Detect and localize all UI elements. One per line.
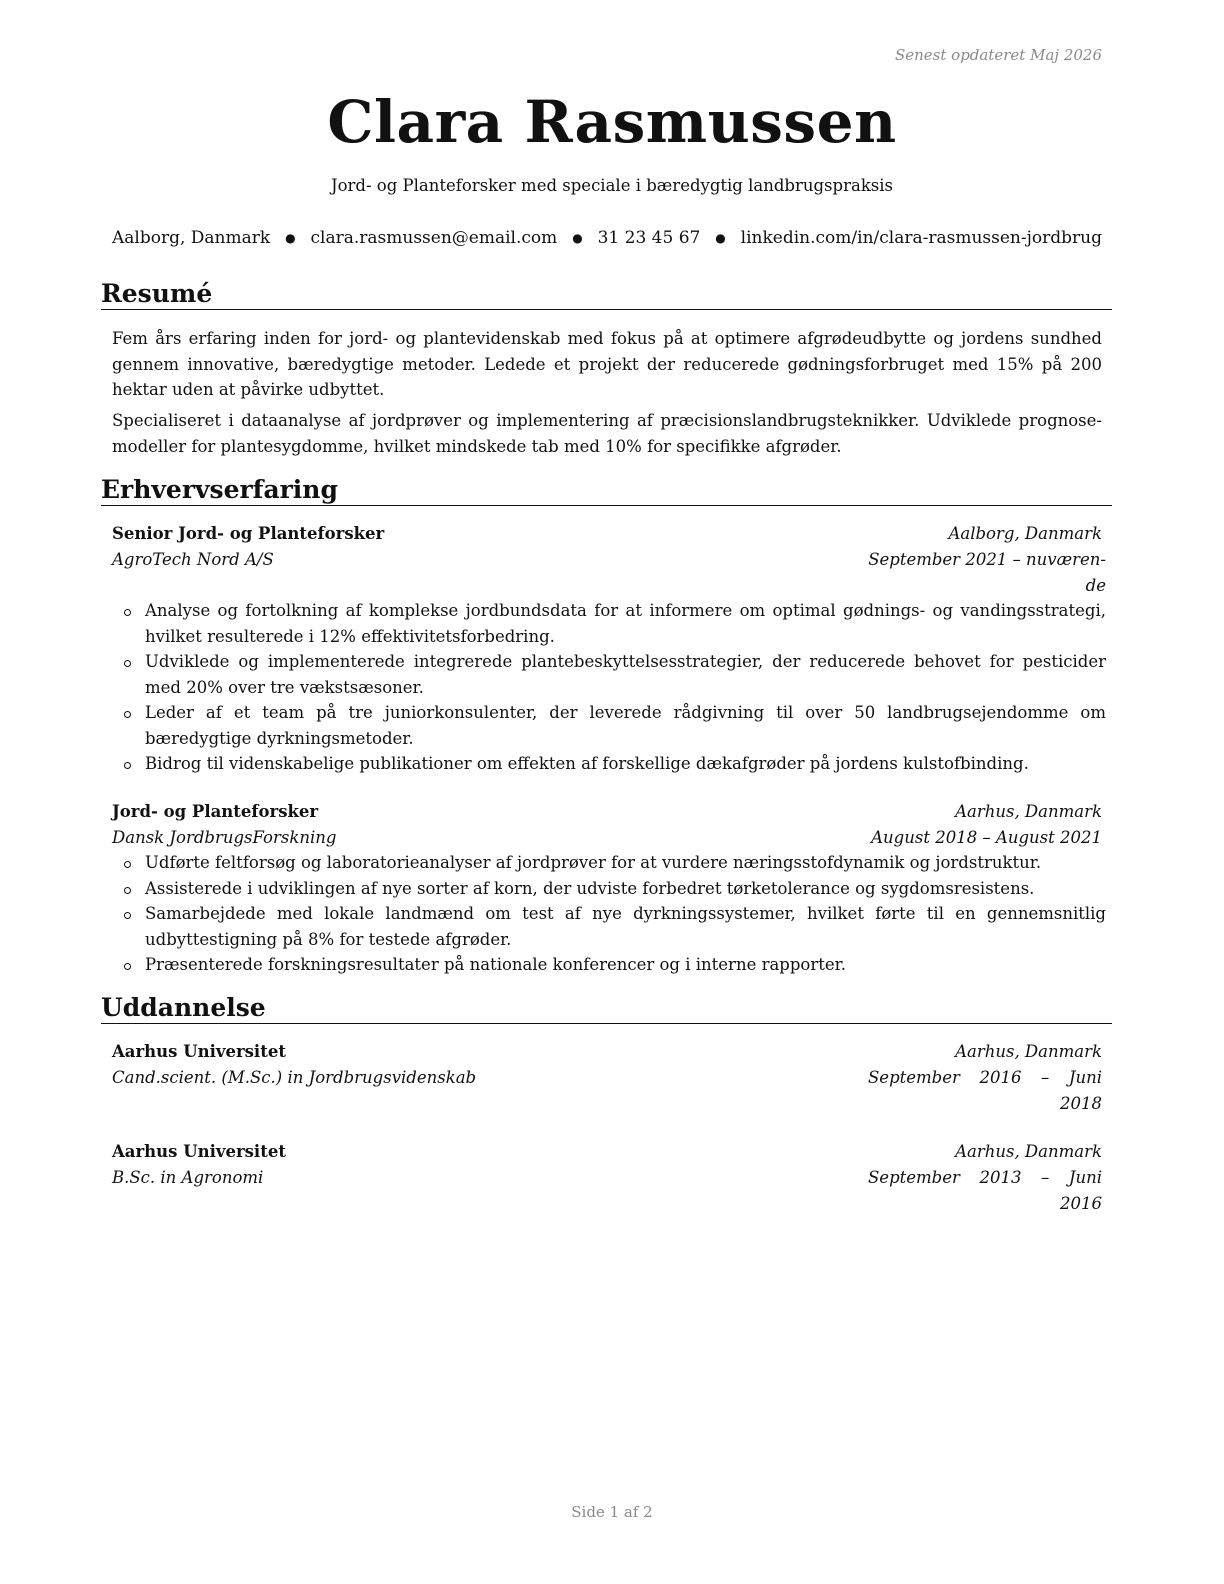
list-item: Præsenterede forskningsresultater på nationale konferencer og i interne rapporter. — [112, 952, 1106, 978]
separator-dot-icon: ● — [572, 231, 583, 245]
job-dates: August 2018 – August 2021 — [871, 828, 1102, 847]
section-title-summary: Resumé — [101, 279, 1112, 310]
education-school: Aarhus Universitet — [112, 1042, 286, 1061]
summary-paragraph: Fem års erfaring inden for jord- og plantevidenskab med fokus på at optimere afgrødeudbytte og jordens sundhed gennem innovative, bæredygtige metoder. Ledede et projekt der reducerede gødningsforbruget med 15% på 200 hektar uden at påvirke udbyttet. — [112, 329, 1102, 399]
list-item: Analyse og fortolkning af komplekse jordbundsdata for at informere om optimal gødnings- og vandingsstrategi, hvilket resulterede i 12% effektivitetsforbedring. — [112, 598, 1106, 649]
list-item: Assisterede i udviklingen af nye sorter af korn, der udviste forbedret tørketolerance og sygdomsresistens. — [112, 876, 1106, 902]
circle-bullet-icon — [124, 609, 131, 616]
list-item: Leder af et team på tre juniorkonsulenter, der leverede rådgivning til over 50 landbrugsejendomme om bæredygtige dyrkningsmetoder. — [112, 700, 1106, 751]
job-subheader — [112, 825, 1102, 851]
separator-dot-icon: ● — [715, 231, 726, 245]
education-header — [112, 1039, 1102, 1065]
list-item: Udviklede og implementerede integrerede plantebeskyttelsesstrategier, der reducerede behovet for pesticider med 20% over tre vækstsæsoner. — [112, 649, 1106, 700]
circle-bullet-icon — [124, 912, 131, 919]
job-header — [112, 521, 1102, 547]
education-location: Aarhus, Danmark — [955, 1042, 1102, 1061]
candidate-name: Clara Rasmussen — [327, 88, 897, 156]
education-degree: B.Sc. in Agronomi — [112, 1168, 264, 1187]
circle-bullet-icon — [124, 711, 131, 718]
job-bullets — [112, 598, 1106, 777]
separator-dot-icon: ● — [285, 231, 296, 245]
education-dates: September 2013 – Juni 2016 — [868, 1168, 1102, 1213]
section-title-experience: Erhvervserfaring — [101, 475, 1112, 506]
list-item: Bidrog til videnskabelige publikationer om effekten af forskellige dækafgrøder på jordens kulstofbinding. — [112, 751, 1106, 777]
list-item: Udførte feltforsøg og laboratorieanalyser af jordprøver for at vurdere næringsstofdynamik og jordstruktur. — [112, 850, 1106, 876]
contact-phone: 31 23 45 67 — [597, 228, 701, 248]
circle-bullet-icon — [124, 963, 131, 970]
education-dates: September 2016 – Juni 2018 — [868, 1068, 1102, 1113]
list-item: Samarbejdede med lokale landmænd om test af nye dyrkningssystemer, hvilket førte til en gennemsnitlig udbyttestigning på 8% for testede afgrøder. — [112, 901, 1106, 952]
contact-email[interactable]: clara.rasmussen@email.com — [310, 228, 558, 248]
job-company: AgroTech Nord A/S — [112, 550, 274, 569]
contact-line — [112, 228, 1102, 248]
job-location: Aarhus, Danmark — [955, 802, 1102, 821]
job-header — [112, 799, 1102, 825]
education-location: Aarhus, Danmark — [955, 1142, 1102, 1161]
circle-bullet-icon — [124, 660, 131, 667]
contact-location: Aalborg, Danmark — [112, 228, 271, 248]
summary-paragraph: Specialiseret i dataanalyse af jordprøver og implementering af præcisionslandbrugsteknikker. Udviklede prognosemodeller for plantesygdomme, hvilket mindskede tab med 10% for specifikke afgrøder. — [112, 411, 1102, 456]
job-dates: September 2021 – nuværen- de — [868, 550, 1106, 595]
tagline: Jord- og Planteforsker med speciale i bæredygtig landbrugspraksis — [330, 176, 894, 195]
page-number: Side 1 af 2 — [571, 1503, 653, 1521]
education-header — [112, 1139, 1102, 1165]
job-company: Dansk JordbrugsForskning — [112, 828, 337, 847]
education-degree: Cand.scient. (M.Sc.) in Jordbrugsvidenskab — [112, 1068, 477, 1087]
education-school: Aarhus Universitet — [112, 1142, 286, 1161]
circle-bullet-icon — [124, 861, 131, 868]
job-bullets — [112, 850, 1106, 978]
job-role: Senior Jord- og Planteforsker — [112, 524, 385, 543]
last-updated: Senest opdateret Maj 2026 — [894, 46, 1102, 64]
job-location: Aalborg, Danmark — [948, 524, 1102, 543]
contact-linkedin[interactable]: linkedin.com/in/clara-rasmussen-jordbrug — [740, 228, 1102, 248]
circle-bullet-icon — [124, 762, 131, 769]
section-title-education: Uddannelse — [101, 993, 1112, 1024]
job-role: Jord- og Planteforsker — [112, 802, 319, 821]
circle-bullet-icon — [124, 887, 131, 894]
